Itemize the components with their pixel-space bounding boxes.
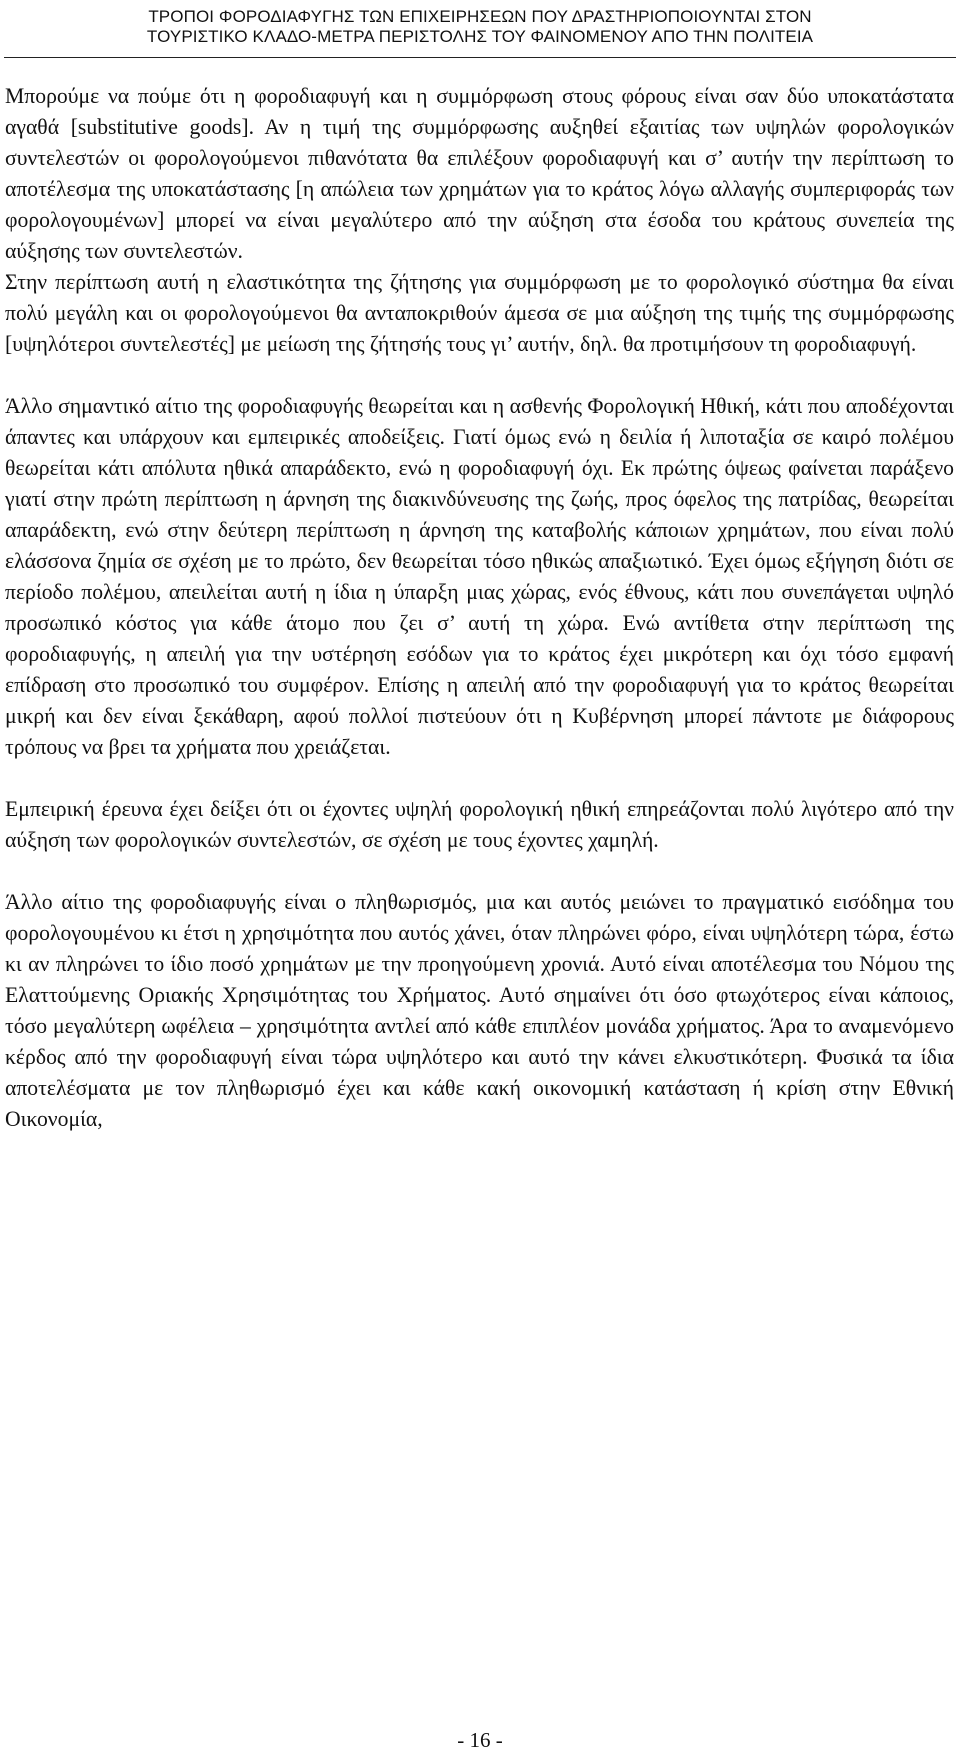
paragraph-1: Μπορούμε να πούμε ότι η φοροδιαφυγή και η συμμόρφωση στους φόρους είναι σαν δύο υποκατάστατα αγαθά [substitutive goods]. Αν η τιμή της συμμόρφωσης αυξηθεί εξαιτίας των υψηλών φορολογικών συντελεστών οι φορολογούμενοι πιθανότατα θα επιλέξουν φοροδιαφυγή και σ’ αυτήν την περίπτωση το αποτέλεσμα της υποκατάστασης [η απώλεια των χρημάτων για το κράτος λόγω αλλαγής συμπεριφοράς των φορολογουμένων] μπορεί να είναι μεγαλύτερο από την αύξηση στα έσοδα του κράτους συνεπεία της αύξησης των συντελεστών. <box>5 84 954 263</box>
running-header-line-1: ΤΡΟΠΟΙ ΦΟΡΟΔΙΑΦΥΓΗΣ ΤΩΝ ΕΠΙΧΕΙΡΗΣΕΩΝ ΠΟΥ ΔΡΑΣΤΗΡΙΟΠΟΙΟΥΝΤΑΙ ΣΤΟΝ <box>148 7 812 26</box>
running-header-line-2: ΤΟΥΡΙΣΤΙΚΟ ΚΛΑΔΟ-ΜΕΤΡΑ ΠΕΡΙΣΤΟΛΗΣ ΤΟΥ ΦΑΙΝΟΜΕΝΟΥ ΑΠΟ ΤΗΝ ΠΟΛΙΤΕΙΑ <box>146 27 814 46</box>
paragraph-3: Άλλο σημαντικό αίτιο της φοροδιαφυγής θεωρείται και η ασθενής Φορολογική Ηθική, κάτι που αποδέχονται άπαντες και υπάρχουν και εμπειρικές αποδείξεις. Γιατί όμως ενώ η δειλία ή λιποταξία σε καιρό πολέμου θεωρείται κάτι απόλυτα ηθικά απαράδεκτο, ενώ η φοροδιαφυγή όχι. Εκ πρώτης όψεως φαίνεται παράξενο γιατί στην πρώτη περίπτωση η άρνηση της διακινδύνευσης της ζωής, προς όφελος της πατρίδας, θεωρείται απαράδεκτη, ενώ στην δεύτερη περίπτωση η άρνηση της καταβολής κάποιων χρημάτων, που είναι πολύ ελάσσονα ζημία σε σχέση με το πρώτο, δεν θεωρείται τόσο ηθικώς απαξιωτικό. Έχει όμως εξήγηση διότι σε περίοδο πολέμου, απειλείται αυτή η ίδια η ύπαρξη μιας χώρας, ενός έθνους, κάτι που συνεπάγεται υψηλό προσωπικό κόστος για κάθε άτομο που ζει σ’ αυτή τη χώρα. Ενώ αντίθετα στην περίπτωση της φοροδιαφυγής, η απειλή για την υστέρηση εσόδων για το κράτος έχει μικρότερη και όχι τόσο εμφανή επίδραση στο προσωπικό του συμφέρον. Επίσης η απειλή από την φοροδιαφυγή για το κράτος θεωρείται μικρή και δεν είναι ξεκάθαρη, αφού πολλοί πιστεύουν ότι η Κυβέρνηση μπορεί πάντοτε με διάφορους τρόπους να βρει τα χρήματα που χρειάζεται. <box>5 394 954 759</box>
body-text <box>5 81 954 1135</box>
paragraph-2: Στην περίπτωση αυτή η ελαστικότητα της ζήτησης για συμμόρφωση με το φορολογικό σύστημα θα είναι πολύ μεγάλη και οι φορολογούμενοι θα ανταποκριθούν άμεσα σε μια αύξηση της τιμής της συμμόρφωσης [υψηλότεροι συντελεστές] με μείωση της ζήτησής τους γι’ αυτήν, δηλ. θα προτιμήσουν τη φοροδιαφυγή. <box>5 270 954 356</box>
header-rule <box>4 57 956 58</box>
paragraph-5: Άλλο αίτιο της φοροδιαφυγής είναι ο πληθωρισμός, μια και αυτός μειώνει το πραγματικό εισόδημα του φορολογουμένου κι έτσι η χρησιμότητα που αυτός χάνει, όταν πληρώνει φόρο, είναι υψηλότερη τώρα, έστω κι αν πληρώνει το ίδιο ποσό χρημάτων με την προηγούμενη χρονιά. Αυτό είναι αποτέλεσμα του Νόμου της Ελαττούμενης Οριακής Χρησιμότητας του Χρήματος. Αυτό σημαίνει ότι όσο φτωχότερος είναι κάποιος, τόσο μεγαλύτερη ωφέλεια – χρησιμότητα αντλεί από κάθε επιπλέον μονάδα χρήματος. Άρα το αναμενόμενο κέρδος από την φοροδιαφυγή είναι τώρα υψηλότερο και αυτό την κάνει ελκυστικότερη. Φυσικά τα ίδια αποτελέσματα με τον πληθωρισμό έχει και κάθε κακή οικονομική κατάσταση ή κρίση στην Εθνική Οικονομία, <box>5 890 954 1131</box>
paragraph-4: Εμπειρική έρευνα έχει δείξει ότι οι έχοντες υψηλή φορολογική ηθική επηρεάζονται πολύ λιγότερο από την αύξηση των φορολογικών συντελεστών, σε σχέση με τους έχοντες χαμηλή. <box>5 797 954 852</box>
page-number: - 16 - <box>457 1728 503 1752</box>
